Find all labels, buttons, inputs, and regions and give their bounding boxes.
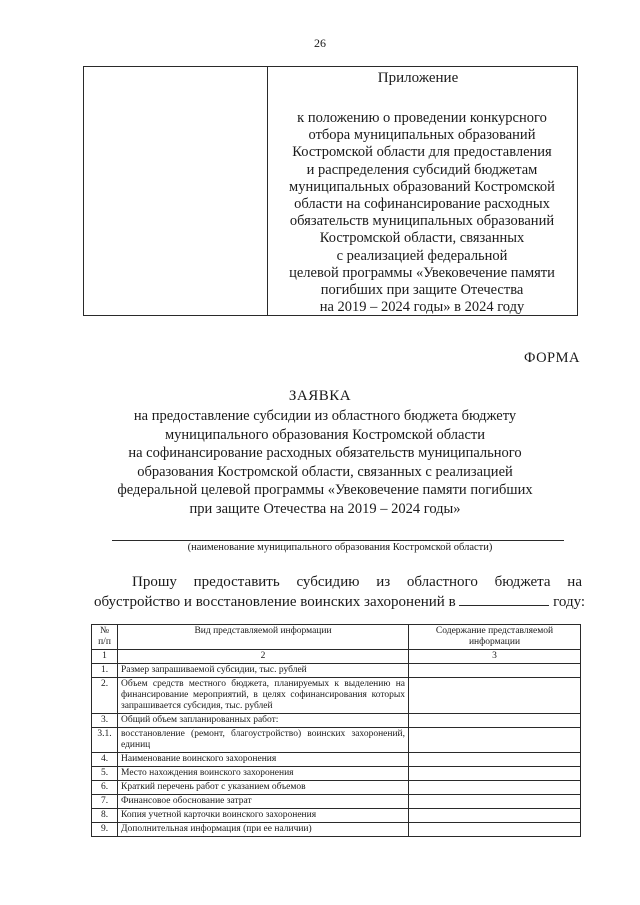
application-title: ЗАЯВКА [288,388,352,404]
appendix-line: целевой программы «Увековечение памяти [289,264,555,281]
application-subtitle-line: при защите Отечества на 2019 – 2024 годы» [189,500,461,517]
request-text-start: обустройство и восстановление воинских захоронений в [94,594,456,610]
row-value-cell[interactable] [409,767,581,781]
appendix-line: и распределения субсидий бюджетам [306,161,538,178]
row-value-cell[interactable] [409,809,581,823]
col-number: 3 [409,650,581,664]
application-subtitle-line: образования Костромской области, связанных с реализацией [137,463,513,480]
appendix-line: к положению о проведении конкурсного [297,110,547,126]
appendix-line: Костромской области, связанных [319,230,525,247]
application-subtitle-line: на предоставление субсидии из областного бюджета бюджету [133,408,517,424]
row-description: восстановление (ремонт, благоустройство) воинских захоронений, единиц [118,728,409,753]
table-row [92,664,581,678]
table-col-numbers-row [92,650,581,664]
row-description: Копия учетной карточки воинского захоронения [118,809,409,823]
table-row [92,753,581,767]
request-text-end: году: [553,594,586,610]
header-val: Содержание представляемой информации [409,625,581,650]
row-number: 2. [92,678,118,714]
row-value-cell[interactable] [409,781,581,795]
table-row [92,714,581,728]
form-label: ФОРМА [523,350,580,366]
appendix-line: погибших при защите Отечества [320,282,524,299]
application-subtitle-line: на софинансирование расходных обязательств муниципального [128,445,522,462]
appendix-title: Приложение [377,70,459,86]
row-value-cell[interactable] [409,664,581,678]
row-value-cell[interactable] [409,728,581,753]
appendix-line: области на софинансирование расходных [294,196,550,213]
table-row [92,823,581,837]
row-description: Краткий перечень работ с указанием объемов [118,781,409,795]
table-row [92,728,581,753]
row-number: 7. [92,795,118,809]
request-text-line2 [94,593,586,611]
col-number: 1 [92,650,118,664]
appendix-line: на 2019 – 2024 годы» в 2024 году [319,299,525,316]
row-number: 8. [92,809,118,823]
table-row [92,781,581,795]
appendix-line: обязательств муниципальных образований [289,213,555,230]
application-subtitle-line: муниципального образования Костромской области [165,426,485,443]
row-number: 6. [92,781,118,795]
row-value-cell[interactable] [409,823,581,837]
table-row [92,678,581,714]
information-table [91,624,581,837]
appendix-text [272,110,572,316]
appendix-line: муниципальных образований Костромской [289,178,555,195]
header-desc: Вид представляемой информации [118,625,409,650]
municipality-name-field[interactable] [112,540,564,541]
table-row [92,809,581,823]
row-number: 3.1. [92,728,118,753]
row-value-cell[interactable] [409,753,581,767]
table-header-row [92,625,581,650]
row-description: Размер запрашиваемой субсидии, тыс. рублей [118,664,409,678]
table-row [92,767,581,781]
appendix-line: с реализацией федеральной [336,247,508,264]
row-number: 4. [92,753,118,767]
row-value-cell[interactable] [409,714,581,728]
col-number: 2 [118,650,409,664]
row-description: Объем средств местного бюджета, планируемых к выделению на финансирование мероприятий, в целях софинансирования которых запрашивается субсидия, тыс. рублей [118,678,409,714]
appendix-frame-divider [267,67,268,315]
row-description: Финансовое обоснование затрат [118,795,409,809]
row-description: Дополнительная информация (при ее наличии) [118,823,409,837]
row-description: Наименование воинского захоронения [118,753,409,767]
row-number: 3. [92,714,118,728]
table-row [92,795,581,809]
page-number: 26 [314,36,326,50]
year-blank-field[interactable] [459,593,549,606]
appendix-line: отбора муниципальных образований [308,127,536,144]
request-text-line1: Прошу предоставить субсидию из областного бюджета на [132,574,582,590]
application-subtitle-line: федеральной целевой программы «Увековечение памяти погибших [117,482,533,499]
row-description: Место нахождения воинского захоронения [118,767,409,781]
row-number: 9. [92,823,118,837]
header-num: № п/п [92,625,118,650]
row-value-cell[interactable] [409,678,581,714]
row-number: 1. [92,664,118,678]
municipality-name-caption: (наименование муниципального образования Костромской области) [187,542,493,553]
row-number: 5. [92,767,118,781]
row-description: Общий объем запланированных работ: [118,714,409,728]
appendix-line: Костромской области для предоставления [292,144,552,161]
row-value-cell[interactable] [409,795,581,809]
application-subtitle [60,407,590,519]
